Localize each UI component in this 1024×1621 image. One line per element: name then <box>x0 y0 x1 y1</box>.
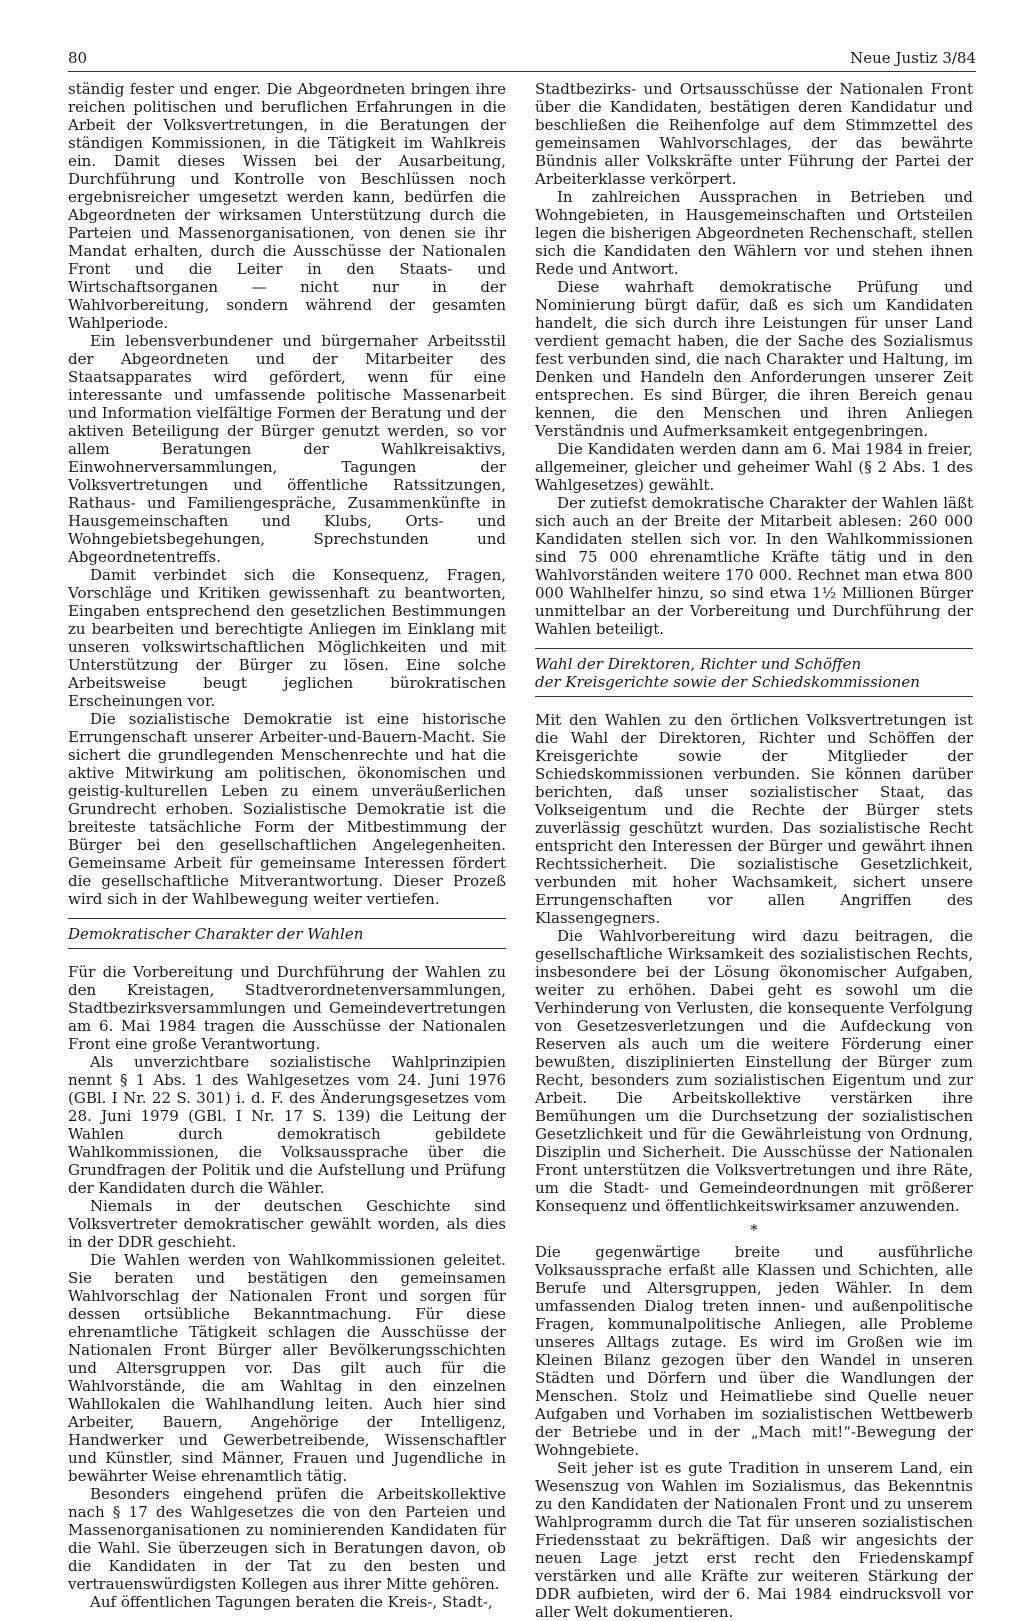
section-heading <box>68 918 506 949</box>
paragraph: Diese wahrhaft demokratische Prüfung und Nominierung bürgt dafür, daß es sich um Kandidaten handelt, die sich durch ihre Leistungen für unser Land verdient gemacht haben, die der Sache des Sozialismus fest verbunden sind, die nach Charakter und Haltung, im Denken und Handeln den Anforderungen unserer Zeit entsprechen. Es sind Bürger, die ihren Bereich genau kennen, die den Menschen und ihren Anliegen Verständnis und Aufmerksamkeit entgegenbringen. <box>535 278 973 440</box>
paragraph: Besonders eingehend prüfen die Arbeitskollektive nach § 17 des Wahlgesetzes die von den Parteien und Massenorganisationen zu nominierenden Kandidaten für die Wahl. Sie überzeugen sich in Beratungen davon, ob die Kandidaten in der Tat zu den besten und vertrauenswürdigsten Kollegen aus ihrer Mitte gehören. <box>68 1485 506 1593</box>
section-heading <box>535 648 973 697</box>
paragraph: Der zutiefst demokratische Charakter der Wahlen läßt sich auch an der Breite der Mitarbeit ablesen: 260 000 Kandidaten stellen sich vor. In den Wahlkommissionen sind 75 000 ehrenamtliche Kräfte tätig und in den Wahlvorständen weitere 170 000. Rechnet man etwa 800 000 Wahlhelfer hinzu, so sind etwa 1½ Millionen Bürger unmittelbar an der Vorbereitung und Durchführung der Wahlen beteiligt. <box>535 494 973 638</box>
paragraph: Auf öffentlichen Tagungen beraten die Kreis-, Stadt-, <box>90 1593 493 1611</box>
paragraph: Für die Vorbereitung und Durchführung der Wahlen zu den Kreistagen, Stadtverordnetenversammlungen, Stadtbezirksversammlungen und Gemeindevertretungen am 6. Mai 1984 tragen die Ausschüsse der Nationalen Front eine große Verantwortung. <box>68 963 506 1053</box>
paragraph: Die sozialistische Demokratie ist eine historische Errungenschaft unserer Arbeiter-und-Bauern-Macht. Sie sichert die grundlegenden Menschenrechte und hat die aktive Mitwirkung am politischen, ökonomischen und geistig-kulturellen Leben zu einem unveräußerlichen Grundrecht erhoben. Sozialistische Demokratie ist die breiteste tatsächliche Form der Mitbestimmung der Bürger bei den gesellschaftlichen Angelegenheiten. Gemeinsame Arbeit für gemeinsame Interessen fördert die gesellschaftliche Mitverantwortung. Dieser Prozeß wird sich in der Wahlbewegung weiter vertiefen. <box>68 710 506 908</box>
section-heading-text: Demokratischer Charakter der Wahlen <box>68 925 364 943</box>
paragraph: Ein lebensverbundener und bürgernaher Arbeitsstil der Abgeordneten und der Mitarbeiter des Staatsapparates wird gefördert, wenn für eine interessante und umfassende politische Massenarbeit und Information vielfältige Formen der Beratung und der aktiven Beteiligung der Bürger genutzt werden, so vor allem Beratungen der Wahlkreisaktivs, Einwohnerversammlungen, Tagungen der Volksvertretungen und öffentliche Ratssitzungen, Rathaus- und Familiengespräche, Zusammenkünfte in Hausgemeinschaften und Klubs, Orts- und Wohngebietsbegehungen, Sprechstunden und Abgeordnetentreffs. <box>68 332 506 566</box>
paragraph: Seit jeher ist es gute Tradition in unserem Land, ein Wesenszug von Wahlen im Sozialismus, das Bekenntnis zu den Kandidaten der Nationalen Front und zu unserem Wahlprogramm durch die Tat für unseren sozialistischen Friedensstaat zu bekräftigen. Daß wir angesichts der neuen Lage jetzt erst recht den Friedenskampf verstärken und alle Kräfte zur weiteren Stärkung der DDR aufbieten, wird der 6. Mai 1984 eindrucksvoll vor aller Welt dokumentieren. <box>535 1459 973 1621</box>
page-header <box>68 40 976 72</box>
paragraph: Die Kandidaten werden dann am 6. Mai 1984 in freier, allgemeiner, gleicher und geheimer Wahl (§ 2 Abs. 1 des Wahlgesetzes) gewählt. <box>535 440 973 494</box>
paragraph: Die gegenwärtige breite und ausführliche Volksaussprache erfaßt alle Klassen und Schichten, alle Berufe und Altersgruppen, jeden Wähler. In dem umfassenden Dialog treten innen- und außenpolitische Fragen, kommunalpolitische Anliegen, alle Probleme unseres Alltags zutage. Es wird im Großen wie im Kleinen Bilanz gezogen über den Wandel in unseren Städten und Dörfern und über die Wandlungen der Menschen. Stolz und Heimatliebe sind Quelle neuer Aufgaben und Vorhaben im sozialistischen Wettbewerb der Betriebe und in der „Mach mit!“-Bewegung der Wohngebiete. <box>535 1243 973 1459</box>
paragraph: Stadtbezirks- und Ortsausschüsse der Nationalen Front über die Kandidaten, bestätigen deren Kandidatur und beschließen die Reihenfolge auf dem Stimmzettel des gemeinsamen Wahlvorschlages, der das bewährte Bündnis aller Volkskräfte unter Führung der Partei der Arbeiterklasse verkörpert. <box>535 80 973 188</box>
left-column <box>68 80 506 1611</box>
page-number: 80 <box>68 49 88 67</box>
paragraph: Mit den Wahlen zu den örtlichen Volksvertretungen ist die Wahl der Direktoren, Richter und Schöffen der Kreisgerichte sowie der Mitglieder der Schiedskommissionen verbunden. Sie können darüber berichten, daß unser sozialistischer Staat, das Volkseigentum und die Rechte der Bürger stets zuverlässig geschützt wurden. Das sozialistische Recht entspricht den Interessen der Bürger und gewährt ihnen Rechtssicherheit. Die sozialistische Gesetzlichkeit, verbunden mit hoher Wachsamkeit, sichert unsere Errungenschaften vor allen Angriffen des Klassengegners. <box>535 711 973 927</box>
paragraph: Niemals in der deutschen Geschichte sind Volksvertreter demokratischer gewählt worden, als dies in der DDR geschieht. <box>68 1197 506 1251</box>
section-separator: * <box>750 1221 758 1239</box>
paragraph: Die Wahlen werden von Wahlkommissionen geleitet. Sie beraten und bestätigen den gemeinsamen Wahlvorschlag der Nationalen Front und sorgen für dessen ortsübliche Bekanntmachung. Für diese ehrenamtliche Tätigkeit schlagen die Ausschüsse der Nationalen Front Bürger aller Bevölkerungsschichten und Altersgruppen vor. Das gilt auch für die Wahlvorstände, die am Wahltag in den einzelnen Wahllokalen die Wahlhandlung leiten. Auch hier sind Arbeiter, Bauern, Angehörige der Intelligenz, Handwerker und Gewerbetreibende, Wissenschaftler und Künstler, sind Männer, Frauen und Jugendliche in bewährter Weise ehrenamtlich tätig. <box>68 1251 506 1485</box>
paragraph: In zahlreichen Aussprachen in Betrieben und Wohngebieten, in Hausgemeinschaften und Ortsteilen legen die bisherigen Abgeordneten Rechenschaft, stellen sich die Kandidaten den Wählern vor und stehen ihnen Rede und Antwort. <box>535 188 973 278</box>
paragraph: ständig fester und enger. Die Abgeordneten bringen ihre reichen politischen und beruflichen Erfahrungen in die Arbeit der Volksvertretungen, in die Beratungen der ständigen Kommissionen, in die Tätigkeit im Wahlkreis ein. Damit dieses Wissen bei der Ausarbeitung, Durchführung und Kontrolle von Beschlüssen noch ergebnisreicher umgesetzt werden kann, bedürfen die Abgeordneten der wirksamen Unterstützung durch die Parteien und Massenorganisationen, von denen sie ihr Mandat erhalten, durch die Ausschüsse der Nationalen Front und die Leiter in den Staats- und Wirtschaftsorganen — nicht nur in der Wahlvorbereitung, sondern während der gesamten Wahlperiode. <box>68 80 506 332</box>
section-heading-line: der Kreisgerichte sowie der Schiedskommissionen <box>535 673 920 691</box>
paragraph: Damit verbindet sich die Konsequenz, Fragen, Vorschläge und Kritiken gewissenhaft zu beantworten, Eingaben entsprechend den gesetzlichen Bestimmungen zu bearbeiten und berechtigte Anliegen im Einklang mit unseren volkswirtschaftlichen Möglichkeiten und mit Unterstützung der Bürger zu lösen. Eine solche Arbeitsweise beugt jeglichen bürokratischen Erscheinungen vor. <box>68 566 506 710</box>
paragraph: Die Wahlvorbereitung wird dazu beitragen, die gesellschaftliche Wirksamkeit des sozialistischen Rechts, insbesondere bei der Lösung ökonomischer Aufgaben, weiter zu erhöhen. Dabei geht es sowohl um die Verhinderung von Verlusten, die konsequente Verfolgung von Gesetzesverletzungen und die Aufdeckung von Reserven als auch um die weitere Förderung einer bewußten, disziplinierten Einstellung der Bürger zum Recht, besonders zum sozialistischen Eigentum und zur Arbeit. Die Arbeitskollektive verstärken ihre Bemühungen um die Durchsetzung der sozialistischen Gesetzlichkeit und für die Gewährleistung von Ordnung, Disziplin und Sicherheit. Die Ausschüsse der Nationalen Front unterstützen die Volksvertretungen und ihre Räte, um die Stadt- und Gemeindeordnungen mit größerer Konsequenz und öffentlichkeitswirksamer anzuwenden. <box>535 927 973 1215</box>
right-column <box>535 80 973 1621</box>
journal-issue: Neue Justiz 3/84 <box>850 49 976 67</box>
section-heading-line: Wahl der Direktoren, Richter und Schöffen <box>535 655 862 673</box>
paragraph: Als unverzichtbare sozialistische Wahlprinzipien nennt § 1 Abs. 1 des Wahlgesetzes vom 24. Juni 1976 (GBl. I Nr. 22 S. 301) i. d. F. des Änderungsgesetzes vom 28. Juni 1979 (GBl. I Nr. 17 S. 139) die Leitung der Wahlen durch demokratisch gebildete Wahlkommissionen, die Volksaussprache über die Grundfragen der Politik und die Aufstellung und Prüfung der Kandidaten durch die Wähler. <box>68 1053 506 1197</box>
